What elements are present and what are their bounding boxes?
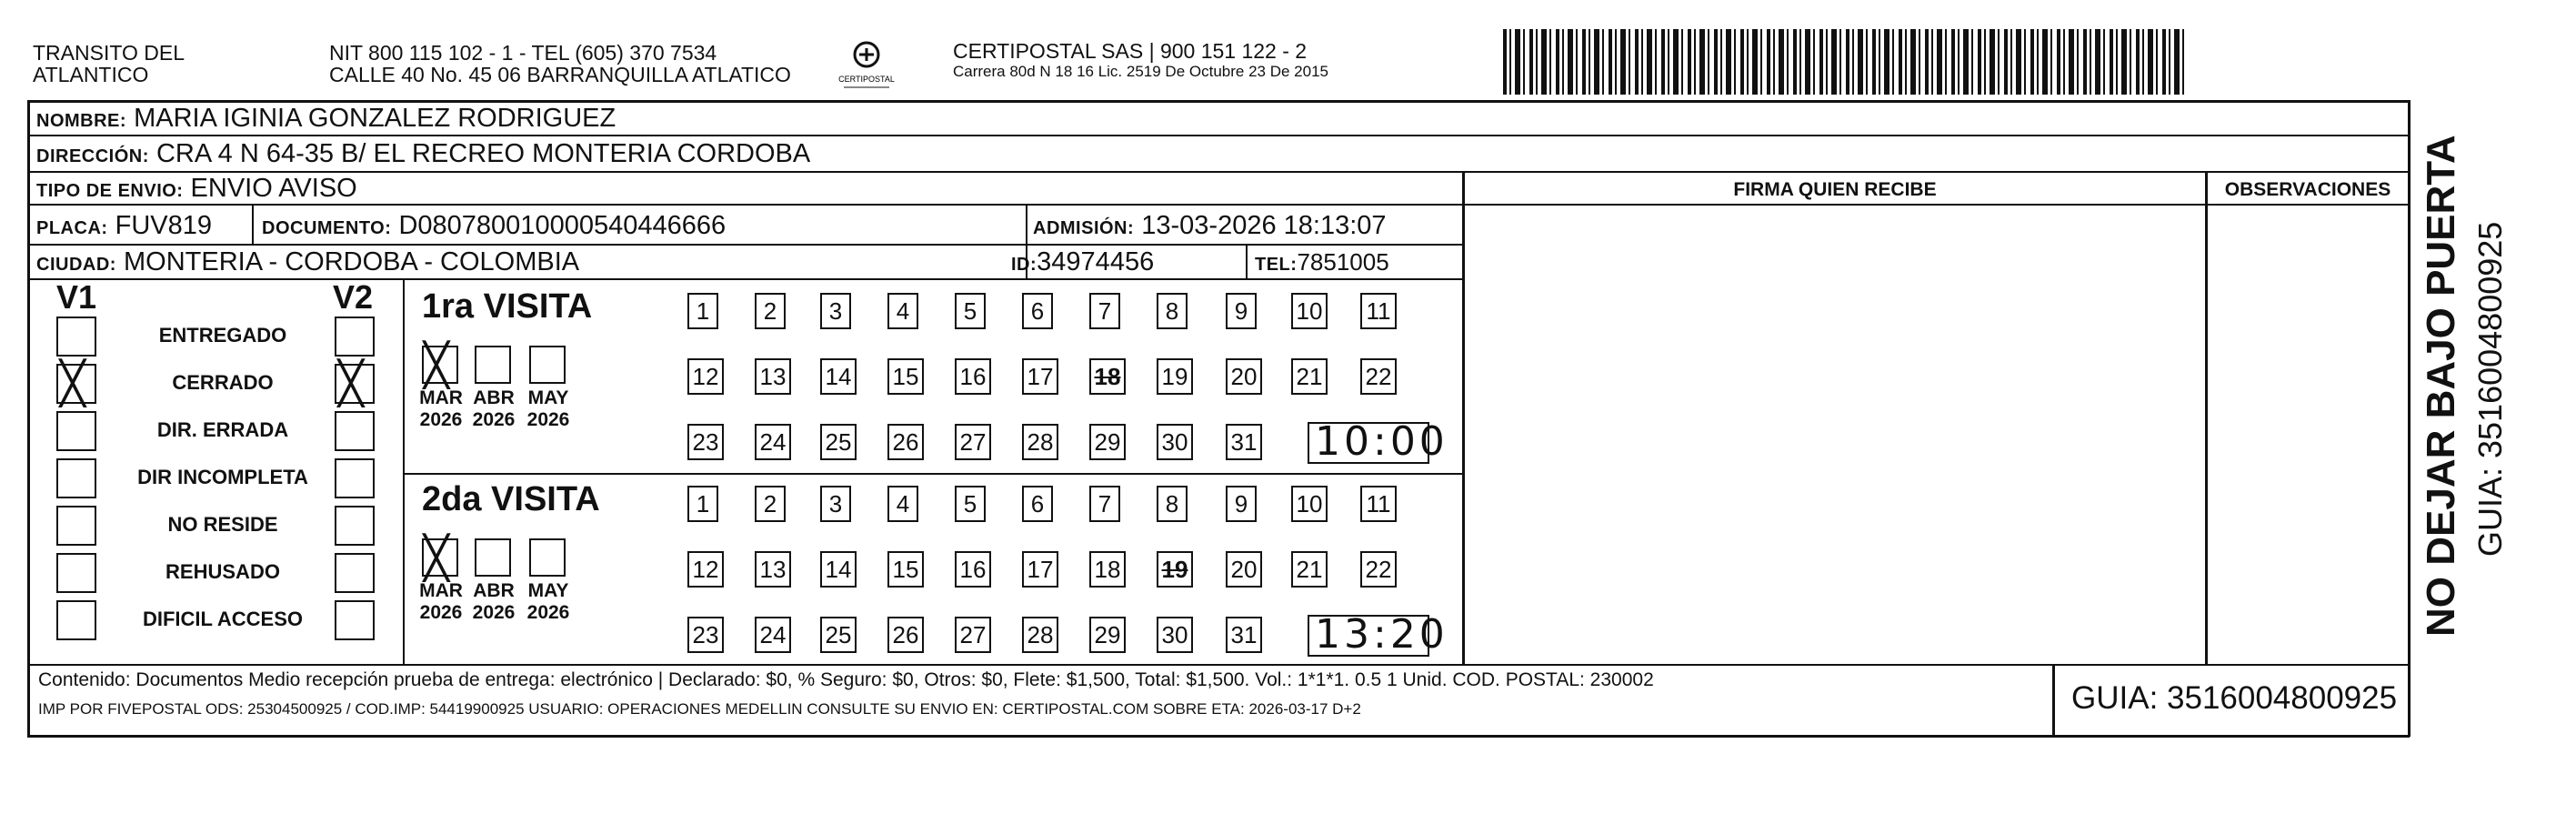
- month-checkbox[interactable]: [422, 533, 458, 582]
- day-box[interactable]: 9: [1226, 486, 1257, 522]
- day-box[interactable]: 25: [820, 424, 857, 460]
- v1-checkbox[interactable]: [56, 411, 96, 451]
- month-label: MAR: [419, 387, 463, 408]
- day-box[interactable]: 18: [1089, 358, 1126, 395]
- sender-contact: NIT 800 115 102 - 1 - TEL (605) 370 7534 CALLE 40 No. 45 06 BARRANQUILLA ATLATICO: [329, 41, 791, 86]
- admission-field: ADMISIÓN: 13-03-2026 18:13:07: [1033, 211, 1387, 240]
- month-label: MAR: [419, 580, 463, 601]
- day-box[interactable]: 4: [887, 293, 918, 329]
- v1-checkbox[interactable]: [56, 317, 96, 357]
- day-box[interactable]: 7: [1089, 486, 1120, 522]
- visit1-title: 1ra VISITA: [422, 287, 593, 326]
- svg-text:CERTIPOSTAL: CERTIPOSTAL: [838, 75, 895, 84]
- v1-checkbox[interactable]: [56, 553, 96, 593]
- status-label: DIR. ERRADA: [156, 418, 289, 441]
- day-box[interactable]: 1: [687, 293, 718, 329]
- check-x-mark: ╳: [424, 533, 449, 582]
- print-info-line: IMP POR FIVEPOSTAL ODS: 25304500925 / COD.IMP: 54419900925 USUARIO: OPERACIONES MEDELLIN CONSULTE SU ENVIO EN: CERTIPOSTAL.COM SOBRE ETA: 2026-03-17 D+2: [38, 700, 1361, 718]
- year-label: 2026: [419, 409, 463, 430]
- year-label: 2026: [526, 409, 570, 430]
- barcode: [1503, 29, 2184, 95]
- day-box[interactable]: 10: [1291, 486, 1328, 522]
- day-box[interactable]: 12: [687, 358, 724, 395]
- day-box[interactable]: 6: [1022, 486, 1053, 522]
- year-label: 2026: [526, 602, 570, 623]
- side-tracking-number: GUIA: 3516004800925: [2471, 221, 2509, 557]
- year-label: 2026: [472, 602, 516, 623]
- day-box[interactable]: 29: [1089, 617, 1126, 653]
- month-label: ABR: [473, 387, 515, 408]
- day-box[interactable]: 31: [1226, 424, 1262, 460]
- visit-time-box[interactable]: [1308, 611, 1448, 658]
- status-label: REHUSADO: [165, 560, 280, 583]
- check-x-mark: ╳: [60, 358, 85, 407]
- day-box[interactable]: 22: [1360, 358, 1397, 395]
- city-field: CIUDAD: MONTERIA - CORDOBA - COLOMBIA: [36, 247, 580, 276]
- document-field: DOCUMENTO: D080780010000540446666: [262, 211, 727, 240]
- day-box[interactable]: 26: [887, 424, 924, 460]
- id-field: ID:34974456: [1011, 247, 1155, 276]
- v1-checkbox[interactable]: [56, 600, 96, 640]
- day-box[interactable]: 2: [755, 293, 786, 329]
- company-info: CERTIPOSTAL SAS | 900 151 122 - 2 Carrera 80d N 18 16 Lic. 2519 De Octubre 23 De 2015: [953, 39, 1328, 80]
- v1-checkbox[interactable]: [56, 458, 96, 498]
- day-box[interactable]: 3: [820, 486, 851, 522]
- day-box[interactable]: 20: [1226, 551, 1262, 588]
- day-box[interactable]: 13: [755, 551, 791, 588]
- day-box[interactable]: 5: [955, 293, 986, 329]
- tracking-number: GUIA: 3516004800925: [2071, 680, 2398, 716]
- v1-label: V1: [56, 278, 97, 316]
- day-box[interactable]: 26: [887, 617, 924, 653]
- day-box[interactable]: 8: [1157, 486, 1188, 522]
- check-x-mark: ╳: [338, 358, 364, 407]
- day-box[interactable]: 21: [1291, 551, 1328, 588]
- v1-checkbox[interactable]: [56, 358, 96, 407]
- status-label: ENTREGADO: [158, 324, 287, 347]
- day-box[interactable]: 11: [1360, 293, 1397, 329]
- status-label: NO RESIDE: [167, 513, 278, 536]
- day-box[interactable]: 17: [1022, 358, 1058, 395]
- day-box[interactable]: 23: [687, 424, 724, 460]
- month-label: MAY: [527, 387, 569, 408]
- day-box[interactable]: 30: [1157, 617, 1193, 653]
- day-box[interactable]: 8: [1157, 293, 1188, 329]
- visit2-title: 2da VISITA: [422, 480, 600, 518]
- day-box[interactable]: 31: [1226, 617, 1262, 653]
- year-label: 2026: [472, 409, 516, 430]
- day-box[interactable]: 27: [955, 617, 991, 653]
- day-box[interactable]: 18: [1089, 551, 1126, 588]
- day-box[interactable]: 1: [687, 486, 718, 522]
- day-box[interactable]: 5: [955, 486, 986, 522]
- day-box[interactable]: 21: [1291, 358, 1328, 395]
- day-box[interactable]: 15: [887, 551, 924, 588]
- day-box[interactable]: 13: [755, 358, 791, 395]
- day-box[interactable]: 19: [1157, 551, 1193, 588]
- sender-name: TRANSITO DEL ATLANTICO: [33, 41, 185, 86]
- status-label: DIR INCOMPLETA: [137, 466, 308, 488]
- signature-column-header: FIRMA QUIEN RECIBE: [1733, 179, 1937, 200]
- shipment-type-field: TIPO DE ENVIO: ENVIO AVISO: [36, 174, 357, 203]
- phone-field: TEL:7851005: [1255, 248, 1389, 276]
- plate-field: PLACA: FUV819: [36, 211, 212, 240]
- day-box[interactable]: 10: [1291, 293, 1328, 329]
- day-box[interactable]: 22: [1360, 551, 1397, 588]
- day-box[interactable]: 11: [1360, 486, 1397, 522]
- day-box[interactable]: 9: [1226, 293, 1257, 329]
- month-checkbox[interactable]: [529, 538, 566, 577]
- v1-checkbox[interactable]: [56, 506, 96, 546]
- year-label: 2026: [419, 602, 463, 623]
- day-box[interactable]: 27: [955, 424, 991, 460]
- visit-time: 10:00: [1315, 418, 1448, 465]
- day-box[interactable]: 16: [955, 551, 991, 588]
- day-box[interactable]: 20: [1226, 358, 1262, 395]
- day-box[interactable]: 25: [820, 617, 857, 653]
- day-box[interactable]: 12: [687, 551, 724, 588]
- day-box[interactable]: 2: [755, 486, 786, 522]
- v2-label: V2: [333, 278, 374, 316]
- day-box[interactable]: 30: [1157, 424, 1193, 460]
- day-box[interactable]: 14: [820, 551, 857, 588]
- day-box[interactable]: 19: [1157, 358, 1193, 395]
- observations-column-header: OBSERVACIONES: [2224, 179, 2391, 200]
- visit-time: 13:20: [1315, 611, 1448, 658]
- day-box[interactable]: 23: [687, 617, 724, 653]
- day-box[interactable]: 15: [887, 358, 924, 395]
- recipient-name-field: NOMBRE: MARIA IGINIA GONZALEZ RODRIGUEZ: [36, 104, 616, 133]
- status-label: DIFICIL ACCESO: [142, 608, 303, 630]
- day-box[interactable]: 7: [1089, 293, 1120, 329]
- day-box[interactable]: 29: [1089, 424, 1126, 460]
- month-checkbox[interactable]: [529, 346, 566, 384]
- recipient-address-field: DIRECCIÓN: CRA 4 N 64-35 B/ EL RECREO MONTERIA CORDOBA: [36, 139, 811, 168]
- month-checkbox[interactable]: [475, 538, 511, 577]
- no-under-door-notice: NO DEJAR BAJO PUERTA: [2419, 135, 2463, 637]
- month-label: ABR: [473, 580, 515, 601]
- day-box[interactable]: 24: [755, 617, 791, 653]
- visit-time-box[interactable]: [1308, 418, 1448, 465]
- certipostal-logo: [835, 36, 898, 95]
- day-box[interactable]: 6: [1022, 293, 1053, 329]
- day-box[interactable]: 17: [1022, 551, 1058, 588]
- day-box[interactable]: 16: [955, 358, 991, 395]
- day-box[interactable]: 4: [887, 486, 918, 522]
- contents-line: Contenido: Documentos Medio recepción prueba de entrega: electrónico | Declarado: $0, % Seguro: $0, Otros: $0, Flete: $1,500, Total: $1,500. Vol.: 1*1*1. 0.5 1 Unid. COD. POSTAL: 230002: [38, 669, 1654, 690]
- status-label: CERRADO: [172, 371, 274, 394]
- month-checkbox[interactable]: [475, 346, 511, 384]
- check-x-mark: ╳: [424, 340, 449, 389]
- day-box[interactable]: 14: [820, 358, 857, 395]
- month-checkbox[interactable]: [422, 340, 458, 389]
- day-box[interactable]: 24: [755, 424, 791, 460]
- month-label: MAY: [527, 580, 569, 601]
- day-box[interactable]: 3: [820, 293, 851, 329]
- day-box[interactable]: 28: [1022, 424, 1058, 460]
- day-box[interactable]: 28: [1022, 617, 1058, 653]
